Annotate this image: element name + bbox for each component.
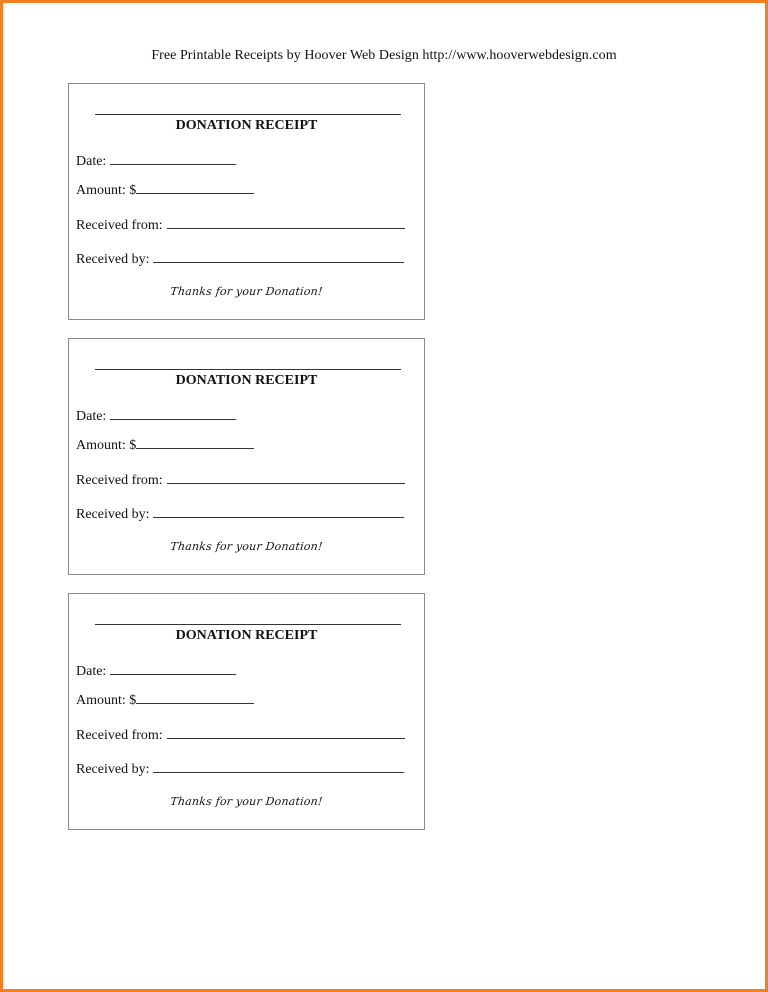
received-from-label: Received from:: [76, 473, 163, 488]
date-blank[interactable]: [110, 662, 236, 675]
amount-field[interactable]: [76, 181, 254, 199]
received-from-field[interactable]: [76, 471, 405, 489]
received-from-label: Received from:: [76, 728, 163, 743]
received-by-field[interactable]: [76, 505, 404, 523]
amount-blank[interactable]: [136, 436, 254, 449]
amount-field[interactable]: [76, 436, 254, 454]
received-from-label: Received from:: [76, 218, 163, 233]
received-by-label: Received by:: [76, 762, 150, 777]
receipt-title: DONATION RECEIPT: [175, 628, 318, 643]
thanks-message: Thanks for your Donation!: [169, 285, 324, 298]
date-blank[interactable]: [110, 152, 236, 165]
amount-label: Amount: $: [76, 183, 137, 198]
date-blank[interactable]: [110, 407, 236, 420]
amount-blank[interactable]: [136, 691, 254, 704]
received-from-blank[interactable]: [167, 471, 405, 484]
received-from-blank[interactable]: [167, 216, 405, 229]
receipt-title: DONATION RECEIPT: [175, 373, 318, 388]
received-by-field[interactable]: [76, 760, 404, 778]
received-by-blank[interactable]: [153, 250, 404, 263]
amount-label: Amount: $: [76, 693, 137, 708]
thanks-message: Thanks for your Donation!: [169, 540, 324, 553]
amount-field[interactable]: [76, 691, 254, 709]
amount-label: Amount: $: [76, 438, 137, 453]
date-field[interactable]: [76, 407, 236, 425]
received-from-field[interactable]: [76, 216, 405, 234]
thanks-message: Thanks for your Donation!: [169, 795, 324, 808]
signature-rule: [95, 624, 401, 625]
receipt-title: DONATION RECEIPT: [175, 118, 318, 133]
date-label: Date:: [76, 409, 107, 424]
donation-receipt-2: [68, 338, 425, 575]
received-by-label: Received by:: [76, 252, 150, 267]
received-from-blank[interactable]: [167, 726, 405, 739]
amount-blank[interactable]: [136, 181, 254, 194]
donation-receipt-3: [68, 593, 425, 830]
page-header: Free Printable Receipts by Hoover Web Design http://www.hooverwebdesign.com: [151, 48, 617, 63]
date-label: Date:: [76, 664, 107, 679]
received-by-blank[interactable]: [153, 760, 404, 773]
received-by-label: Received by:: [76, 507, 150, 522]
received-by-blank[interactable]: [153, 505, 404, 518]
date-field[interactable]: [76, 662, 236, 680]
signature-rule: [95, 114, 401, 115]
signature-rule: [95, 369, 401, 370]
date-field[interactable]: [76, 152, 236, 170]
donation-receipt-1: [68, 83, 425, 320]
date-label: Date:: [76, 154, 107, 169]
received-by-field[interactable]: [76, 250, 404, 268]
received-from-field[interactable]: [76, 726, 405, 744]
